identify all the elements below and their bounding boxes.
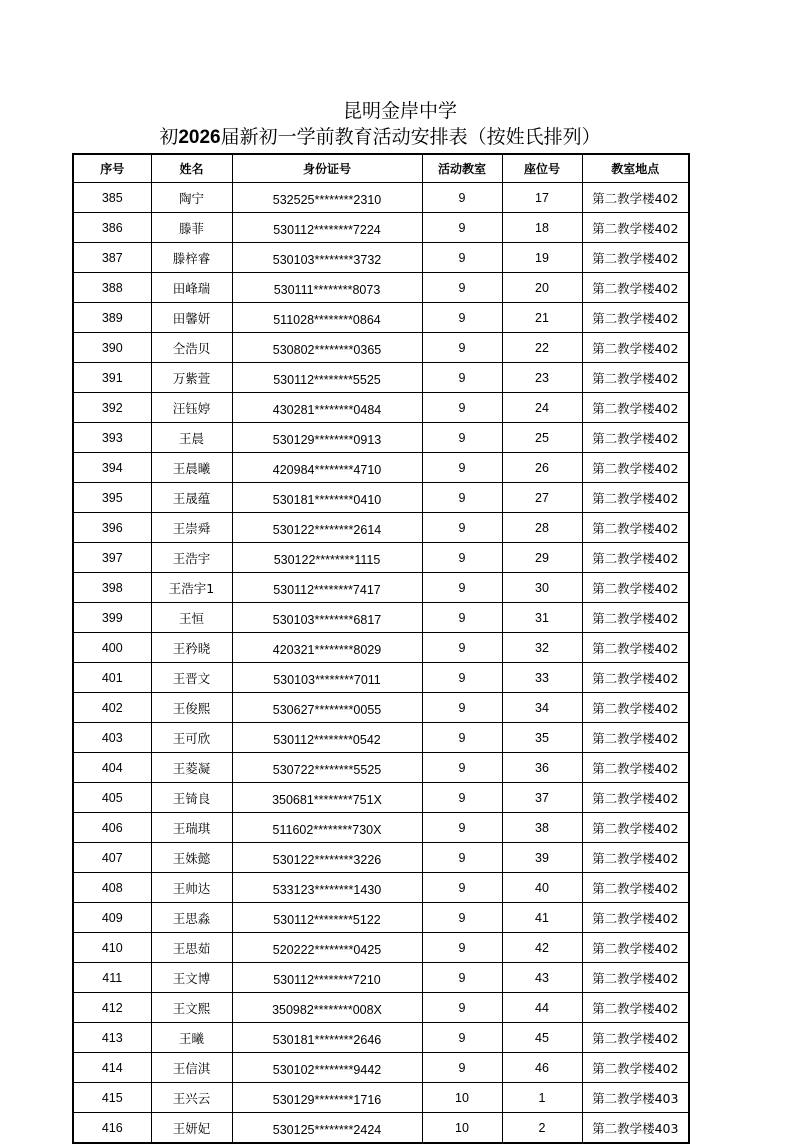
cell-name: 仝浩贝 [151, 333, 232, 363]
cell-seat: 27 [502, 483, 582, 513]
cell-id: 530129********1716 [232, 1083, 422, 1113]
table-row [73, 243, 689, 273]
cell-location: 第二教学楼402 [582, 483, 689, 513]
cell-name: 王可欣 [151, 723, 232, 753]
cell-id: 530122********2614 [232, 513, 422, 543]
table-row [73, 1083, 689, 1113]
cell-room: 10 [422, 1083, 502, 1113]
table-row [73, 903, 689, 933]
cell-room: 9 [422, 1053, 502, 1083]
cell-seat: 36 [502, 753, 582, 783]
cell-seat: 43 [502, 963, 582, 993]
cell-location: 第二教学楼402 [582, 783, 689, 813]
cell-name: 王矜晓 [151, 633, 232, 663]
cell-id: 530129********0913 [232, 423, 422, 453]
title-year: 2026 [178, 127, 221, 148]
cell-no: 409 [73, 903, 151, 933]
cell-no: 386 [73, 213, 151, 243]
cell-no: 387 [73, 243, 151, 273]
cell-seat: 33 [502, 663, 582, 693]
cell-seat: 32 [502, 633, 582, 663]
cell-location: 第二教学楼402 [582, 183, 689, 213]
cell-seat: 20 [502, 273, 582, 303]
cell-id: 530112********7210 [232, 963, 422, 993]
cell-id: 530125********2424 [232, 1113, 422, 1144]
cell-location: 第二教学楼402 [582, 423, 689, 453]
cell-id: 520222********0425 [232, 933, 422, 963]
cell-location: 第二教学楼402 [582, 663, 689, 693]
table-row [73, 483, 689, 513]
table-row [73, 843, 689, 873]
cell-location: 第二教学楼402 [582, 873, 689, 903]
cell-id: 530802********0365 [232, 333, 422, 363]
cell-no: 402 [73, 693, 151, 723]
cell-seat: 29 [502, 543, 582, 573]
table-row [73, 1023, 689, 1053]
cell-seat: 24 [502, 393, 582, 423]
cell-seat: 31 [502, 603, 582, 633]
table-row [73, 333, 689, 363]
cell-seat: 42 [502, 933, 582, 963]
cell-location: 第二教学楼402 [582, 903, 689, 933]
cell-seat: 44 [502, 993, 582, 1023]
cell-seat: 46 [502, 1053, 582, 1083]
cell-no: 396 [73, 513, 151, 543]
cell-no: 404 [73, 753, 151, 783]
cell-room: 9 [422, 783, 502, 813]
cell-name: 王晟蕴 [151, 483, 232, 513]
header-name: 姓名 [151, 154, 232, 183]
cell-name: 王姝懿 [151, 843, 232, 873]
cell-location: 第二教学楼402 [582, 303, 689, 333]
cell-id: 530112********5525 [232, 363, 422, 393]
cell-location: 第二教学楼402 [582, 543, 689, 573]
cell-id: 532525********2310 [232, 183, 422, 213]
cell-name: 万紫萱 [151, 363, 232, 393]
cell-location: 第二教学楼402 [582, 963, 689, 993]
cell-no: 388 [73, 273, 151, 303]
cell-seat: 37 [502, 783, 582, 813]
cell-id: 530112********7224 [232, 213, 422, 243]
cell-location: 第二教学楼402 [582, 603, 689, 633]
header-id: 身份证号 [232, 154, 422, 183]
cell-room: 9 [422, 843, 502, 873]
cell-seat: 39 [502, 843, 582, 873]
cell-no: 392 [73, 393, 151, 423]
cell-seat: 41 [502, 903, 582, 933]
cell-seat: 21 [502, 303, 582, 333]
cell-no: 389 [73, 303, 151, 333]
table-row [73, 603, 689, 633]
cell-room: 9 [422, 393, 502, 423]
cell-name: 王晨曦 [151, 453, 232, 483]
cell-name: 王帅达 [151, 873, 232, 903]
cell-room: 9 [422, 213, 502, 243]
cell-room: 9 [422, 603, 502, 633]
cell-name: 王文博 [151, 963, 232, 993]
cell-location: 第二教学楼403 [582, 1113, 689, 1144]
cell-room: 9 [422, 963, 502, 993]
cell-name: 田峰瑞 [151, 273, 232, 303]
table-row [73, 783, 689, 813]
cell-no: 394 [73, 453, 151, 483]
title-prefix: 初 [159, 126, 179, 148]
cell-id: 530112********0542 [232, 723, 422, 753]
table-row [73, 813, 689, 843]
cell-id: 350681********751X [232, 783, 422, 813]
cell-name: 王曦 [151, 1023, 232, 1053]
table-row [73, 363, 689, 393]
cell-id: 511028********0864 [232, 303, 422, 333]
cell-seat: 45 [502, 1023, 582, 1053]
cell-seat: 28 [502, 513, 582, 543]
cell-id: 420321********8029 [232, 633, 422, 663]
cell-seat: 40 [502, 873, 582, 903]
cell-name: 滕梓睿 [151, 243, 232, 273]
cell-no: 408 [73, 873, 151, 903]
cell-location: 第二教学楼402 [582, 453, 689, 483]
cell-room: 9 [422, 333, 502, 363]
cell-no: 390 [73, 333, 151, 363]
cell-name: 王晋文 [151, 663, 232, 693]
table-row [73, 723, 689, 753]
cell-name: 王兴云 [151, 1083, 232, 1113]
cell-room: 9 [422, 933, 502, 963]
cell-seat: 19 [502, 243, 582, 273]
table-row [73, 543, 689, 573]
cell-id: 530103********7011 [232, 663, 422, 693]
cell-name: 陶宁 [151, 183, 232, 213]
cell-room: 10 [422, 1113, 502, 1144]
cell-location: 第二教学楼402 [582, 723, 689, 753]
table-row [73, 693, 689, 723]
cell-no: 405 [73, 783, 151, 813]
cell-name: 王信淇 [151, 1053, 232, 1083]
cell-room: 9 [422, 513, 502, 543]
table-header-row [73, 154, 689, 183]
cell-room: 9 [422, 483, 502, 513]
cell-location: 第二教学楼402 [582, 843, 689, 873]
header-location: 教室地点 [582, 154, 689, 183]
cell-seat: 38 [502, 813, 582, 843]
cell-no: 397 [73, 543, 151, 573]
school-name: 昆明金岸中学 [342, 100, 457, 122]
cell-room: 9 [422, 183, 502, 213]
table-row [73, 183, 689, 213]
cell-no: 395 [73, 483, 151, 513]
cell-room: 9 [422, 993, 502, 1023]
cell-room: 9 [422, 573, 502, 603]
cell-name: 王妍妃 [151, 1113, 232, 1144]
cell-name: 王瑞琪 [151, 813, 232, 843]
table-row [73, 423, 689, 453]
cell-name: 王思茹 [151, 933, 232, 963]
cell-no: 407 [73, 843, 151, 873]
header-seat: 座位号 [502, 154, 582, 183]
cell-no: 391 [73, 363, 151, 393]
cell-room: 9 [422, 633, 502, 663]
cell-location: 第二教学楼402 [582, 393, 689, 423]
cell-seat: 25 [502, 423, 582, 453]
cell-id: 530111********8073 [232, 273, 422, 303]
cell-location: 第二教学楼402 [582, 273, 689, 303]
cell-name: 田馨妍 [151, 303, 232, 333]
cell-no: 411 [73, 963, 151, 993]
cell-room: 9 [422, 453, 502, 483]
cell-name: 王崇舜 [151, 513, 232, 543]
cell-room: 9 [422, 723, 502, 753]
cell-id: 530103********3732 [232, 243, 422, 273]
cell-seat: 34 [502, 693, 582, 723]
cell-id: 530627********0055 [232, 693, 422, 723]
cell-name: 王锜良 [151, 783, 232, 813]
cell-room: 9 [422, 243, 502, 273]
table-row [73, 303, 689, 333]
cell-seat: 17 [502, 183, 582, 213]
cell-id: 530181********2646 [232, 1023, 422, 1053]
cell-no: 398 [73, 573, 151, 603]
cell-room: 9 [422, 903, 502, 933]
table-row [73, 933, 689, 963]
cell-room: 9 [422, 813, 502, 843]
cell-location: 第二教学楼402 [582, 993, 689, 1023]
table-row [73, 1053, 689, 1083]
cell-no: 410 [73, 933, 151, 963]
cell-seat: 30 [502, 573, 582, 603]
cell-name: 王思淼 [151, 903, 232, 933]
cell-room: 9 [422, 303, 502, 333]
cell-location: 第二教学楼402 [582, 1023, 689, 1053]
cell-no: 403 [73, 723, 151, 753]
cell-location: 第二教学楼402 [582, 333, 689, 363]
cell-location: 第二教学楼402 [582, 243, 689, 273]
cell-room: 9 [422, 363, 502, 393]
cell-id: 420984********4710 [232, 453, 422, 483]
cell-name: 王晨 [151, 423, 232, 453]
cell-location: 第二教学楼402 [582, 213, 689, 243]
table-row [73, 963, 689, 993]
cell-name: 王恒 [151, 603, 232, 633]
cell-location: 第二教学楼402 [582, 1053, 689, 1083]
cell-seat: 2 [502, 1113, 582, 1144]
cell-id: 530181********0410 [232, 483, 422, 513]
table-row [73, 573, 689, 603]
cell-location: 第二教学楼402 [582, 933, 689, 963]
cell-room: 9 [422, 543, 502, 573]
schedule-table [72, 153, 690, 1144]
cell-location: 第二教学楼402 [582, 573, 689, 603]
cell-no: 413 [73, 1023, 151, 1053]
cell-no: 385 [73, 183, 151, 213]
cell-no: 400 [73, 633, 151, 663]
cell-room: 9 [422, 753, 502, 783]
cell-room: 9 [422, 273, 502, 303]
cell-no: 415 [73, 1083, 151, 1113]
cell-id: 533123********1430 [232, 873, 422, 903]
cell-name: 王文熙 [151, 993, 232, 1023]
cell-name: 滕菲 [151, 213, 232, 243]
cell-room: 9 [422, 1023, 502, 1053]
document-title [72, 124, 688, 151]
cell-seat: 22 [502, 333, 582, 363]
table-row [73, 633, 689, 663]
cell-room: 9 [422, 423, 502, 453]
header-no: 序号 [73, 154, 151, 183]
cell-room: 9 [422, 663, 502, 693]
cell-location: 第二教学楼402 [582, 813, 689, 843]
cell-no: 393 [73, 423, 151, 453]
cell-location: 第二教学楼403 [582, 1083, 689, 1113]
cell-name: 汪钰婷 [151, 393, 232, 423]
cell-id: 530722********5525 [232, 753, 422, 783]
cell-id: 530112********7417 [232, 573, 422, 603]
cell-no: 416 [73, 1113, 151, 1144]
cell-id: 530102********9442 [232, 1053, 422, 1083]
cell-seat: 26 [502, 453, 582, 483]
table-row [73, 993, 689, 1023]
table-row [73, 273, 689, 303]
cell-id: 350982********008X [232, 993, 422, 1023]
cell-id: 530103********6817 [232, 603, 422, 633]
table-row [73, 753, 689, 783]
cell-no: 399 [73, 603, 151, 633]
cell-room: 9 [422, 693, 502, 723]
cell-location: 第二教学楼402 [582, 693, 689, 723]
cell-seat: 23 [502, 363, 582, 393]
cell-id: 530122********1115 [232, 543, 422, 573]
cell-name: 王浩宇1 [151, 573, 232, 603]
cell-no: 414 [73, 1053, 151, 1083]
table-row [73, 873, 689, 903]
cell-name: 王浩宇 [151, 543, 232, 573]
cell-location: 第二教学楼402 [582, 363, 689, 393]
header-room: 活动教室 [422, 154, 502, 183]
cell-no: 412 [73, 993, 151, 1023]
table-row [73, 513, 689, 543]
title-suffix: 届新初一学前教育活动安排表（按姓氏排列） [220, 126, 601, 148]
table-row [73, 1113, 689, 1144]
table-row [73, 453, 689, 483]
table-row [73, 663, 689, 693]
cell-id: 430281********0484 [232, 393, 422, 423]
cell-room: 9 [422, 873, 502, 903]
cell-id: 511602********730X [232, 813, 422, 843]
table-row [73, 393, 689, 423]
cell-seat: 18 [502, 213, 582, 243]
cell-no: 401 [73, 663, 151, 693]
cell-seat: 35 [502, 723, 582, 753]
cell-location: 第二教学楼402 [582, 633, 689, 663]
table-row [73, 213, 689, 243]
cell-location: 第二教学楼402 [582, 753, 689, 783]
cell-id: 530112********5122 [232, 903, 422, 933]
cell-location: 第二教学楼402 [582, 513, 689, 543]
cell-id: 530122********3226 [232, 843, 422, 873]
cell-no: 406 [73, 813, 151, 843]
cell-name: 王俊熙 [151, 693, 232, 723]
cell-name: 王菱凝 [151, 753, 232, 783]
cell-seat: 1 [502, 1083, 582, 1113]
